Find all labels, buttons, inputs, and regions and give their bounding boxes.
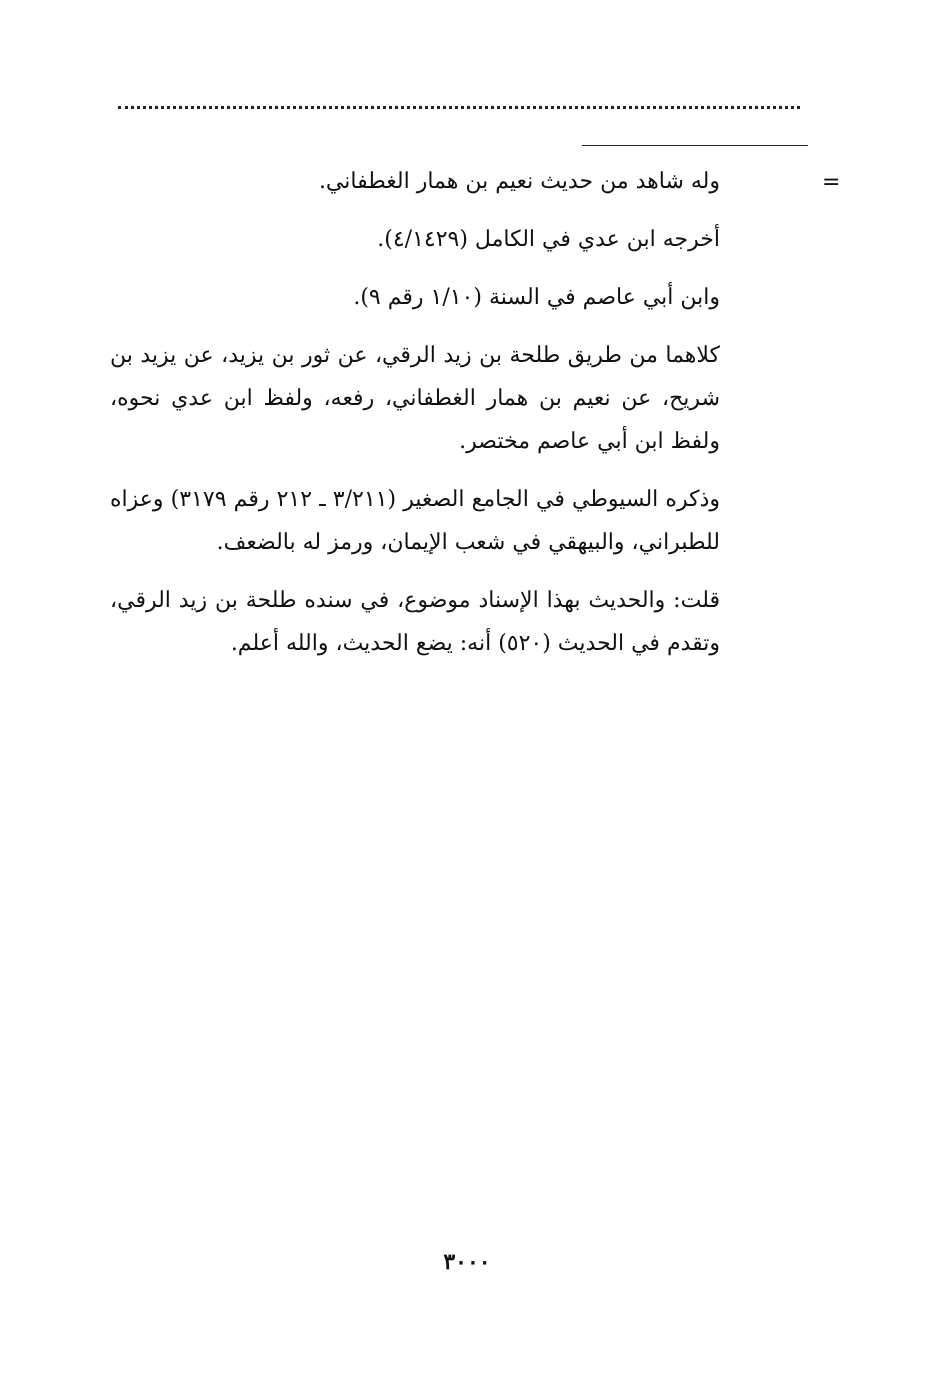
footnote-paragraph: قلت: والحديث بهذا الإسناد موضوع، في سنده طلحة بن زيد الرقي، وتقدم في الحديث (٥٢٠) أنه: يضع الحديث، والله أعلم. — [110, 588, 720, 656]
footnote-paragraph: وذكره السيوطي في الجامع الصغير (٣/٢١١ ـ ٢١٢ رقم ٣١٧٩) وعزاه للطبراني، والبيهقي في شعب الإيمان، ورمز له بالضعف. — [110, 487, 720, 555]
footnote-body — [110, 160, 720, 680]
footnote-paragraph: كلاهما من طريق طلحة بن زيد الرقي، عن ثور بن يزيد، عن يزيد بن شريح، عن نعيم بن همار الغطفاني، رفعه، ولفظ ابن عدي نحوه، ولفظ ابن أبي عاصم مختصر. — [110, 343, 720, 454]
continuation-mark: = — [822, 170, 841, 195]
dotted-separator — [118, 106, 800, 109]
footnote-paragraph: وابن أبي عاصم في السنة (١/١٠ رقم ٩). — [353, 285, 720, 310]
page-number: ٣٠٠٠ — [443, 1249, 491, 1275]
footnote-paragraph: أخرجه ابن عدي في الكامل (٤/١٤٢٩). — [377, 227, 720, 252]
footnote-rule — [582, 145, 808, 146]
footnote-paragraph: وله شاهد من حديث نعيم بن همار الغطفاني. — [318, 169, 720, 194]
